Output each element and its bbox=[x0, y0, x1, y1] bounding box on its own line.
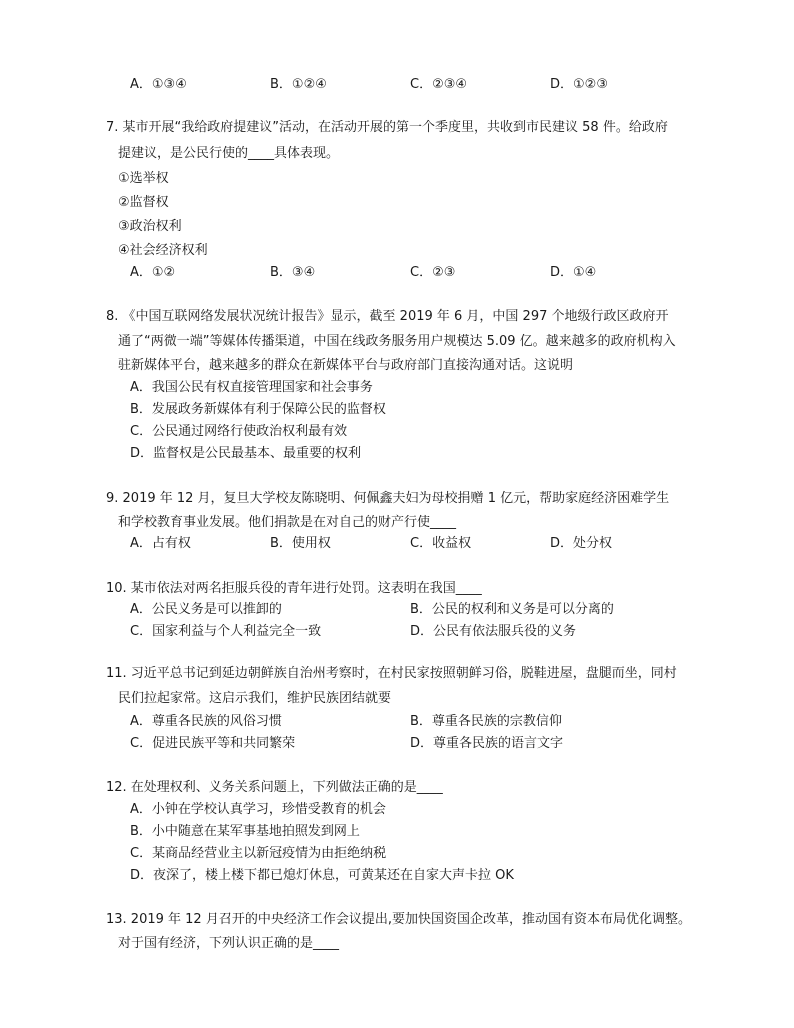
q9-stem-line1: 9. 2019 年 12 月，复旦大学校友陈晓明、何佩鑫夫妇为母校捐赠 1 亿元，帮助家庭经济困难学生 bbox=[106, 491, 670, 506]
q11-option-d[interactable]: D．尊重各民族的语言文字 bbox=[410, 736, 564, 751]
q7-item-1: ①选举权 bbox=[118, 171, 169, 186]
q11-option-a[interactable]: A．尊重各民族的风俗习惯 bbox=[130, 714, 282, 729]
q9-options bbox=[130, 535, 650, 553]
q7-option-a[interactable]: A．①② bbox=[130, 265, 176, 280]
q11-option-c[interactable]: C．促进民族平等和共同繁荣 bbox=[130, 736, 296, 751]
q12-option-c[interactable]: C．某商品经营业主以新冠疫情为由拒绝纳税 bbox=[130, 846, 387, 861]
q8-stem-line3: 驻新媒体平台，越来越多的群众在新媒体平台与政府部门直接沟通对话。这说明 bbox=[118, 358, 574, 373]
q7-item-2: ②监督权 bbox=[118, 195, 169, 210]
q11-options-row2 bbox=[130, 735, 650, 753]
q7-item-4: ④社会经济权利 bbox=[118, 243, 208, 258]
q12-option-a[interactable]: A．小钟在学校认真学习，珍惜受教育的机会 bbox=[130, 802, 386, 817]
q10-options-row2 bbox=[130, 623, 650, 641]
q9-option-c[interactable]: C．收益权 bbox=[410, 536, 472, 551]
q9-option-d[interactable]: D．处分权 bbox=[550, 536, 613, 551]
q7-stem-line1: 7. 某市开展“我给政府提建议”活动，在活动开展的第一个季度里，共收到市民建议 58 件。给政府 bbox=[106, 120, 668, 135]
q11-options-row1 bbox=[130, 713, 650, 731]
q7-option-d[interactable]: D．①④ bbox=[550, 265, 597, 280]
q8-option-b[interactable]: B．发展政务新媒体有利于保障公民的监督权 bbox=[130, 402, 386, 417]
q6-options bbox=[130, 76, 650, 94]
q10-option-b[interactable]: B．公民的权利和义务是可以分离的 bbox=[410, 602, 614, 617]
q10-stem-line1: 10. 某市依法对两名拒服兵役的青年进行处罚。这表明在我国____ bbox=[106, 581, 482, 596]
q7-option-c[interactable]: C．②③ bbox=[410, 265, 456, 280]
q7-stem-line2: 提建议，是公民行使的____具体表现。 bbox=[118, 146, 340, 161]
q7-option-b[interactable]: B．③④ bbox=[270, 265, 316, 280]
q9-option-b[interactable]: B．使用权 bbox=[270, 536, 331, 551]
q13-stem-line2: 对于国有经济，下列认识正确的是____ bbox=[118, 936, 340, 951]
q8-option-a[interactable]: A．我国公民有权直接管理国家和社会事务 bbox=[130, 380, 373, 395]
q6-option-d[interactable]: D．①②③ bbox=[550, 77, 608, 92]
q12-stem-line1: 12. 在处理权利、义务关系问题上，下列做法正确的是____ bbox=[106, 780, 443, 795]
q10-option-a[interactable]: A．公民义务是可以推卸的 bbox=[130, 602, 282, 617]
q10-options-row1 bbox=[130, 601, 650, 619]
q8-option-c[interactable]: C．公民通过网络行使政治权利最有效 bbox=[130, 424, 348, 439]
q8-option-d[interactable]: D．监督权是公民最基本、最重要的权利 bbox=[130, 446, 362, 461]
q9-stem-line2: 和学校教育事业发展。他们捐款是在对自己的财产行使____ bbox=[118, 515, 457, 530]
q11-option-b[interactable]: B．尊重各民族的宗教信仰 bbox=[410, 714, 562, 729]
q13-stem-line1: 13. 2019 年 12 月召开的中央经济工作会议提出,要加快国资国企改革，推动国有资本布局优化调整。 bbox=[106, 912, 691, 927]
q12-option-d[interactable]: D．夜深了，楼上楼下都已熄灯休息，可黄某还在自家大声卡拉 OK bbox=[130, 868, 514, 883]
q10-option-d[interactable]: D．公民有依法服兵役的义务 bbox=[410, 624, 577, 639]
q9-option-a[interactable]: A．占有权 bbox=[130, 536, 191, 551]
q11-stem-line1: 11. 习近平总书记到延边朝鲜族自治州考察时，在村民家按照朝鲜习俗，脱鞋进屋，盘腿而坐，同村 bbox=[106, 666, 677, 681]
q7-options bbox=[130, 264, 650, 282]
q7-item-3: ③政治权利 bbox=[118, 219, 182, 234]
q6-option-a[interactable]: A．①③④ bbox=[130, 77, 187, 92]
q8-stem-line2: 通了“两微一端”等媒体传播渠道，中国在线政务服务用户规模达 5.09 亿。越来越多的政府机构入 bbox=[118, 334, 676, 349]
q8-stem-line1: 8. 《中国互联网络发展状况统计报告》显示，截至 2019 年 6 月，中国 297 个地级行政区政府开 bbox=[106, 309, 669, 324]
q10-option-c[interactable]: C．国家利益与个人利益完全一致 bbox=[130, 624, 322, 639]
q6-option-b[interactable]: B．①②④ bbox=[270, 77, 327, 92]
q11-stem-line2: 民们拉起家常。这启示我们，维护民族团结就要 bbox=[118, 691, 392, 706]
q6-option-c[interactable]: C．②③④ bbox=[410, 77, 468, 92]
q12-option-b[interactable]: B．小中随意在某军事基地拍照发到网上 bbox=[130, 824, 360, 839]
